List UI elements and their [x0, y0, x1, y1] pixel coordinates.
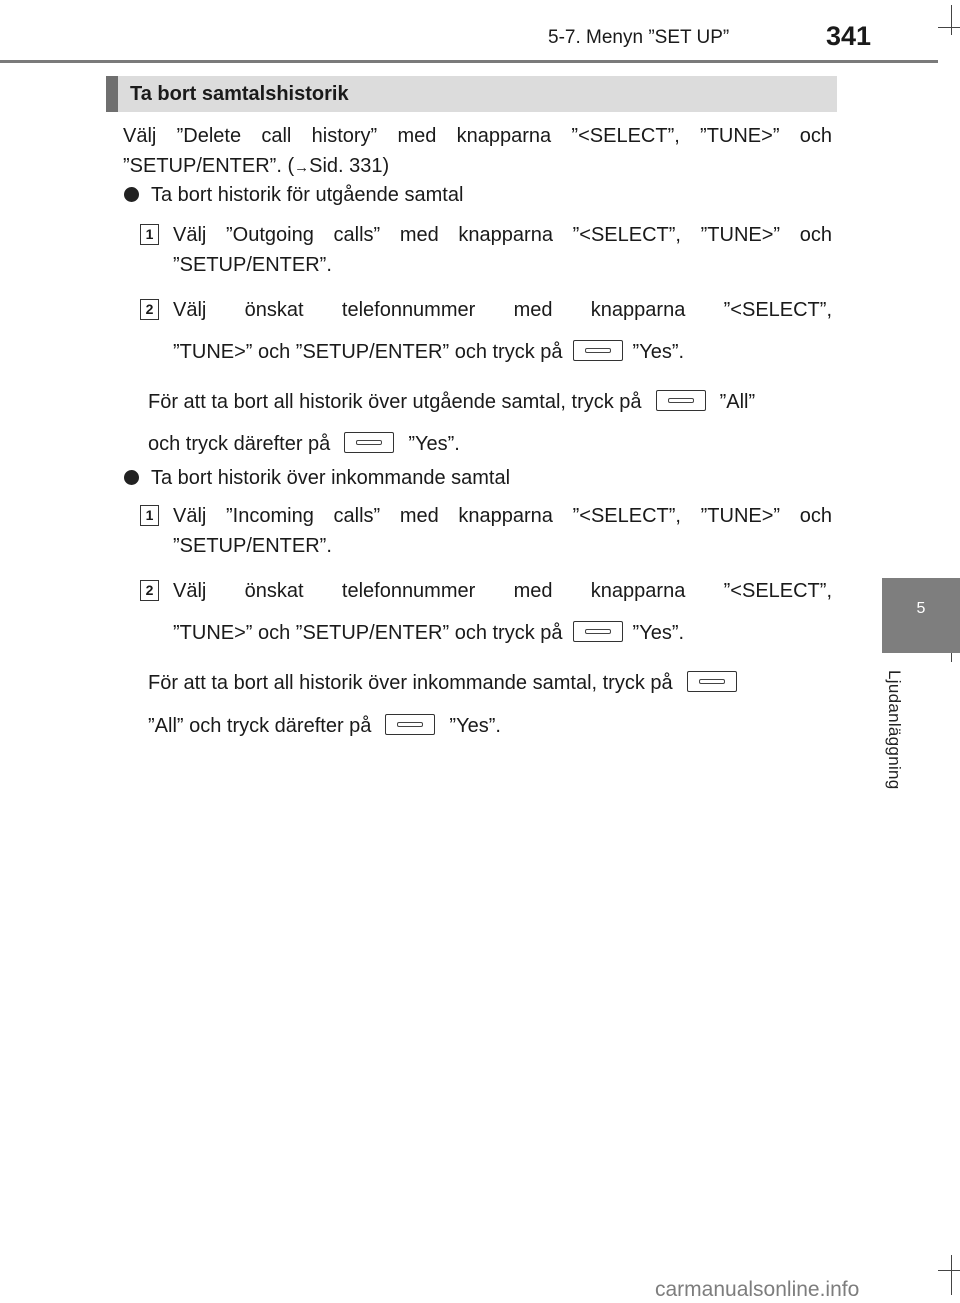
bullet-outgoing: Ta bort historik för utgående samtal: [124, 184, 463, 207]
bullet-icon: [124, 470, 139, 485]
option-button-icon: [344, 432, 394, 453]
incoming-step2-line2: ”TUNE>” och ”SETUP/ENTER” och tryck på ”Yes”.: [173, 622, 685, 644]
option-button-icon: [573, 340, 623, 361]
bullet-incoming: Ta bort historik över inkommande samtal: [124, 467, 510, 490]
header-rule: [0, 60, 938, 63]
outgoing-note-line1: För att ta bort all historik över utgående samtal, tryck på ”All”: [148, 391, 756, 413]
section-title: Ta bort samtalshistorik: [130, 83, 349, 105]
crop-mark: [938, 1270, 960, 1271]
incoming-step2-line1: Välj önskat telefonnummer med knapparna ”<SELECT”,: [173, 580, 832, 602]
option-button-icon: [687, 671, 737, 692]
crop-mark: [951, 5, 952, 35]
outgoing-step2-line2: ”TUNE>” och ”SETUP/ENTER” och tryck på ”Yes”.: [173, 341, 685, 363]
option-button-icon: [385, 714, 435, 735]
chapter-label: Ljudanläggning: [885, 670, 904, 790]
outgoing-step1-line1: Välj ”Outgoing calls” med knapparna ”<SELECT”, ”TUNE>” och: [173, 224, 832, 246]
outgoing-step2-line1: Välj önskat telefonnummer med knapparna ”<SELECT”,: [173, 299, 832, 321]
chapter-tab: [882, 578, 960, 653]
bullet-icon: [124, 187, 139, 202]
page-number: 341: [826, 21, 872, 51]
incoming-step1-line1: Välj ”Incoming calls” med knapparna ”<SELECT”, ”TUNE>” och: [173, 505, 832, 527]
step-number: 2: [140, 580, 159, 601]
incoming-note-line1: För att ta bort all historik över inkommande samtal, tryck på: [148, 668, 737, 698]
incoming-step1-line2: ”SETUP/ENTER”.: [173, 535, 332, 557]
step-number: 2: [140, 299, 159, 320]
incoming-note-line2: ”All” och tryck därefter på ”Yes”.: [148, 715, 501, 737]
page-reference-link[interactable]: Sid. 331): [309, 155, 390, 177]
outgoing-note-line2: och tryck därefter på ”Yes”.: [148, 433, 460, 455]
crop-mark: [951, 1255, 952, 1295]
intro-line-2: ”SETUP/ENTER”. (→Sid. 331): [123, 155, 390, 177]
step-number: 1: [140, 505, 159, 526]
outgoing-step1-line2: ”SETUP/ENTER”.: [173, 254, 332, 276]
option-button-icon: [573, 621, 623, 642]
running-header: 5-7. Menyn ”SET UP”: [548, 27, 730, 48]
chapter-number: 5: [916, 600, 926, 617]
arrow-icon: →: [294, 159, 310, 176]
section-heading-bar: [106, 76, 837, 112]
option-button-icon: [656, 390, 706, 411]
step-number: 1: [140, 224, 159, 245]
intro-line-1: Välj ”Delete call history” med knapparna ”<SELECT”, ”TUNE>” och: [123, 125, 832, 147]
watermark: carmanualsonline.info: [655, 1278, 860, 1301]
crop-mark: [938, 27, 960, 28]
